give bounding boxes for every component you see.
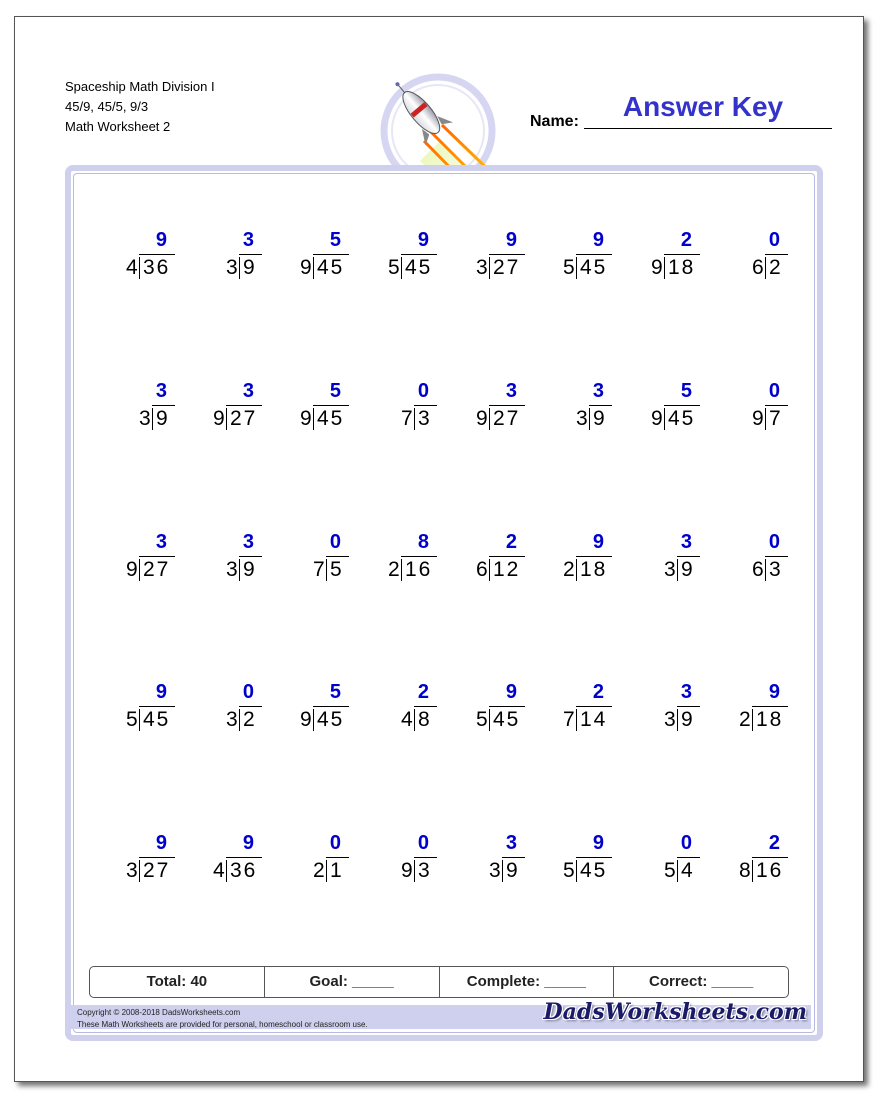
- divisor: 2: [313, 859, 326, 882]
- worksheet-title: Spaceship Math Division I: [65, 79, 215, 94]
- quotient-answer: 0: [768, 380, 780, 402]
- quotient-answer: 3: [242, 229, 254, 251]
- quotient-answer: 0: [680, 832, 692, 854]
- dividend: 2: [765, 257, 783, 279]
- dividend: 7: [765, 408, 783, 430]
- division-problem: [616, 832, 696, 892]
- dividend: 45: [664, 408, 695, 430]
- divisor: 5: [563, 859, 576, 882]
- divisor: 3: [476, 256, 489, 279]
- divisor: 5: [664, 859, 677, 882]
- quotient-answer: 5: [329, 380, 341, 402]
- divisor: 9: [476, 407, 489, 430]
- quotient-answer: 9: [592, 531, 604, 553]
- division-bracket-bar: [765, 405, 788, 406]
- score-goal: Goal: _____: [265, 967, 440, 997]
- score-bar: [89, 966, 789, 998]
- name-label: Name:: [530, 113, 579, 130]
- division-bracket-bar: [401, 556, 437, 557]
- divisor: 5: [476, 708, 489, 731]
- division-problem: [441, 681, 521, 741]
- dividend: 45: [576, 860, 607, 882]
- division-bracket-bar: [313, 254, 349, 255]
- dividend: 36: [139, 257, 170, 279]
- usage-notice: These Math Worksheets are provided for personal, homeschool or classroom use.: [77, 1020, 368, 1029]
- dividend: 16: [401, 559, 432, 581]
- divisor: 5: [563, 256, 576, 279]
- quotient-answer: 9: [768, 681, 780, 703]
- division-bracket-bar: [752, 857, 788, 858]
- dividend: 27: [489, 408, 520, 430]
- division-bracket-bar: [489, 254, 525, 255]
- division-bracket-bar: [139, 556, 175, 557]
- dividend: 27: [489, 257, 520, 279]
- dividend: 45: [313, 709, 344, 731]
- division-bracket-bar: [664, 405, 700, 406]
- division-problem: [528, 531, 608, 591]
- division-problem: [704, 681, 784, 741]
- divisor: 2: [563, 558, 576, 581]
- dividend: 5: [326, 559, 344, 581]
- division-bracket-bar: [239, 254, 262, 255]
- divisor: 3: [576, 407, 589, 430]
- division-bracket-bar: [414, 706, 437, 707]
- dividend: 3: [414, 860, 432, 882]
- division-problem: [616, 681, 696, 741]
- division-bracket-bar: [414, 857, 437, 858]
- dividend: 18: [664, 257, 695, 279]
- dividend: 1: [326, 860, 344, 882]
- quotient-answer: 2: [768, 832, 780, 854]
- division-bracket-bar: [239, 706, 262, 707]
- dividend: 4: [677, 860, 695, 882]
- division-problem: [178, 832, 258, 892]
- divisor: 9: [300, 708, 313, 731]
- divisor: 5: [388, 256, 401, 279]
- divisor: 9: [300, 256, 313, 279]
- quotient-answer: 5: [329, 681, 341, 703]
- dividend: 9: [239, 559, 257, 581]
- division-bracket-bar: [576, 706, 612, 707]
- dividend: 9: [677, 709, 695, 731]
- name-field: [530, 91, 832, 131]
- dividend: 45: [139, 709, 170, 731]
- score-total: Total: 40: [90, 967, 265, 997]
- division-problem: [178, 380, 258, 440]
- score-correct: Correct: _____: [649, 973, 754, 990]
- quotient-answer: 0: [329, 832, 341, 854]
- division-bracket-bar: [414, 405, 437, 406]
- division-problem: [353, 229, 433, 289]
- quotient-answer: 2: [592, 681, 604, 703]
- quotient-answer: 0: [329, 531, 341, 553]
- problems-panel: [65, 165, 823, 1041]
- quotient-answer: 9: [417, 229, 429, 251]
- division-problem: [441, 380, 521, 440]
- division-bracket-bar: [226, 405, 262, 406]
- quotient-answer: 9: [155, 832, 167, 854]
- division-problem: [178, 229, 258, 289]
- division-bracket-bar: [489, 706, 525, 707]
- division-problem: [353, 380, 433, 440]
- division-problem: [91, 229, 171, 289]
- dividend: 14: [576, 709, 607, 731]
- division-bracket-bar: [313, 706, 349, 707]
- division-problem: [265, 681, 345, 741]
- division-bracket-bar: [401, 254, 437, 255]
- division-problem: [441, 531, 521, 591]
- brand-logo: DadsWorksheets.com: [543, 999, 807, 1025]
- divisor: 4: [401, 708, 414, 731]
- division-problem: [265, 229, 345, 289]
- dividend: 36: [226, 860, 257, 882]
- score-complete: Complete: _____: [440, 967, 615, 997]
- divisor: 3: [226, 256, 239, 279]
- divisor: 6: [752, 256, 765, 279]
- divisor: 9: [401, 859, 414, 882]
- division-problem: [704, 832, 784, 892]
- divisor: 9: [300, 407, 313, 430]
- quotient-answer: 9: [592, 832, 604, 854]
- division-bracket-bar: [576, 254, 612, 255]
- quotient-answer: 9: [242, 832, 254, 854]
- quotient-answer: 5: [680, 380, 692, 402]
- divisor: 3: [226, 558, 239, 581]
- division-problem: [91, 531, 171, 591]
- divisor: 3: [226, 708, 239, 731]
- worksheet-page: [14, 16, 864, 1082]
- divisor: 7: [313, 558, 326, 581]
- division-bracket-bar: [489, 556, 525, 557]
- quotient-answer: 9: [155, 681, 167, 703]
- division-bracket-bar: [677, 857, 700, 858]
- divisor: 4: [213, 859, 226, 882]
- divisor: 6: [752, 558, 765, 581]
- division-problem: [704, 531, 784, 591]
- divisor: 9: [126, 558, 139, 581]
- division-problem: [178, 681, 258, 741]
- quotient-answer: 2: [417, 681, 429, 703]
- division-problem: [91, 832, 171, 892]
- copyright-text: [77, 1007, 368, 1031]
- dividend: 3: [765, 559, 783, 581]
- division-bracket-bar: [752, 706, 788, 707]
- quotient-answer: 3: [592, 380, 604, 402]
- division-bracket-bar: [139, 857, 175, 858]
- quotient-answer: 2: [680, 229, 692, 251]
- division-problem: [265, 380, 345, 440]
- division-bracket-bar: [765, 556, 788, 557]
- divisor: 7: [563, 708, 576, 731]
- worksheet-number: Math Worksheet 2: [65, 119, 171, 134]
- division-bracket-bar: [226, 857, 262, 858]
- dividend: 45: [401, 257, 432, 279]
- quotient-answer: 9: [155, 229, 167, 251]
- divisor: 3: [126, 859, 139, 882]
- division-problem: [704, 380, 784, 440]
- quotient-answer: 3: [680, 531, 692, 553]
- divisor: 7: [401, 407, 414, 430]
- problem-grid: [71, 171, 817, 931]
- division-problem: [528, 380, 608, 440]
- dividend: 27: [226, 408, 257, 430]
- dividend: 27: [139, 860, 170, 882]
- dividend: 9: [677, 559, 695, 581]
- dividend: 45: [313, 408, 344, 430]
- division-problem: [353, 531, 433, 591]
- division-problem: [616, 531, 696, 591]
- division-problem: [91, 380, 171, 440]
- division-problem: [178, 531, 258, 591]
- division-bracket-bar: [139, 254, 175, 255]
- dividend: 18: [576, 559, 607, 581]
- division-problem: [616, 229, 696, 289]
- divisor: 9: [651, 407, 664, 430]
- dividend: 9: [502, 860, 520, 882]
- dividend: 18: [752, 709, 783, 731]
- dividend: 2: [239, 709, 257, 731]
- quotient-answer: 3: [242, 531, 254, 553]
- division-problem: [441, 832, 521, 892]
- division-bracket-bar: [576, 857, 612, 858]
- division-bracket-bar: [664, 254, 700, 255]
- divisor: 3: [664, 558, 677, 581]
- division-problem: [265, 832, 345, 892]
- division-problem: [353, 681, 433, 741]
- dividend: 16: [752, 860, 783, 882]
- dividend: 27: [139, 559, 170, 581]
- divisor: 2: [388, 558, 401, 581]
- quotient-answer: 0: [242, 681, 254, 703]
- division-bracket-bar: [326, 556, 349, 557]
- divisor: 6: [476, 558, 489, 581]
- quotient-answer: 0: [417, 380, 429, 402]
- division-bracket-bar: [677, 706, 700, 707]
- division-problem: [704, 229, 784, 289]
- name-value: Answer Key: [622, 91, 784, 122]
- copyright-line: Copyright © 2008-2018 DadsWorksheets.com: [77, 1008, 241, 1017]
- division-bracket-bar: [576, 556, 612, 557]
- quotient-answer: 9: [505, 681, 517, 703]
- dividend: 8: [414, 709, 432, 731]
- quotient-answer: 3: [155, 380, 167, 402]
- name-underline: [584, 128, 832, 129]
- divisor: 9: [651, 256, 664, 279]
- quotient-answer: 0: [417, 832, 429, 854]
- dividend: 9: [239, 257, 257, 279]
- quotient-answer: 5: [329, 229, 341, 251]
- division-bracket-bar: [589, 405, 612, 406]
- dividend: 3: [414, 408, 432, 430]
- quotient-answer: 3: [242, 380, 254, 402]
- division-bracket-bar: [139, 706, 175, 707]
- dividend: 45: [489, 709, 520, 731]
- quotient-answer: 0: [768, 229, 780, 251]
- quotient-answer: 3: [505, 380, 517, 402]
- division-problem: [91, 681, 171, 741]
- dividend: 12: [489, 559, 520, 581]
- division-problem: [265, 531, 345, 591]
- division-bracket-bar: [313, 405, 349, 406]
- footer-bar: [71, 999, 811, 1029]
- divisor: 3: [664, 708, 677, 731]
- division-problem: [353, 832, 433, 892]
- division-bracket-bar: [239, 556, 262, 557]
- divisor: 2: [739, 708, 752, 731]
- quotient-answer: 3: [505, 832, 517, 854]
- quotient-answer: 2: [505, 531, 517, 553]
- division-bracket-bar: [489, 405, 525, 406]
- dividend: 45: [313, 257, 344, 279]
- divisor: 3: [489, 859, 502, 882]
- division-problem: [528, 681, 608, 741]
- divisor: 9: [752, 407, 765, 430]
- worksheet-header: [65, 77, 215, 137]
- divisor: 3: [139, 407, 152, 430]
- quotient-answer: 3: [680, 681, 692, 703]
- divisor: 5: [126, 708, 139, 731]
- division-problem: [528, 832, 608, 892]
- quotient-answer: 0: [768, 531, 780, 553]
- dividend: 9: [589, 408, 607, 430]
- division-bracket-bar: [765, 254, 788, 255]
- dividend: 45: [576, 257, 607, 279]
- division-problem: [528, 229, 608, 289]
- quotient-answer: 9: [592, 229, 604, 251]
- division-bracket-bar: [677, 556, 700, 557]
- divisor: 8: [739, 859, 752, 882]
- division-bracket-bar: [502, 857, 525, 858]
- division-bracket-bar: [152, 405, 175, 406]
- dividend: 9: [152, 408, 170, 430]
- divisor: 9: [213, 407, 226, 430]
- quotient-answer: 8: [417, 531, 429, 553]
- divisor: 4: [126, 256, 139, 279]
- division-bracket-bar: [326, 857, 349, 858]
- quotient-answer: 3: [155, 531, 167, 553]
- division-problem: [441, 229, 521, 289]
- worksheet-subtitle: 45/9, 45/5, 9/3: [65, 99, 149, 114]
- division-problem: [616, 380, 696, 440]
- quotient-answer: 9: [505, 229, 517, 251]
